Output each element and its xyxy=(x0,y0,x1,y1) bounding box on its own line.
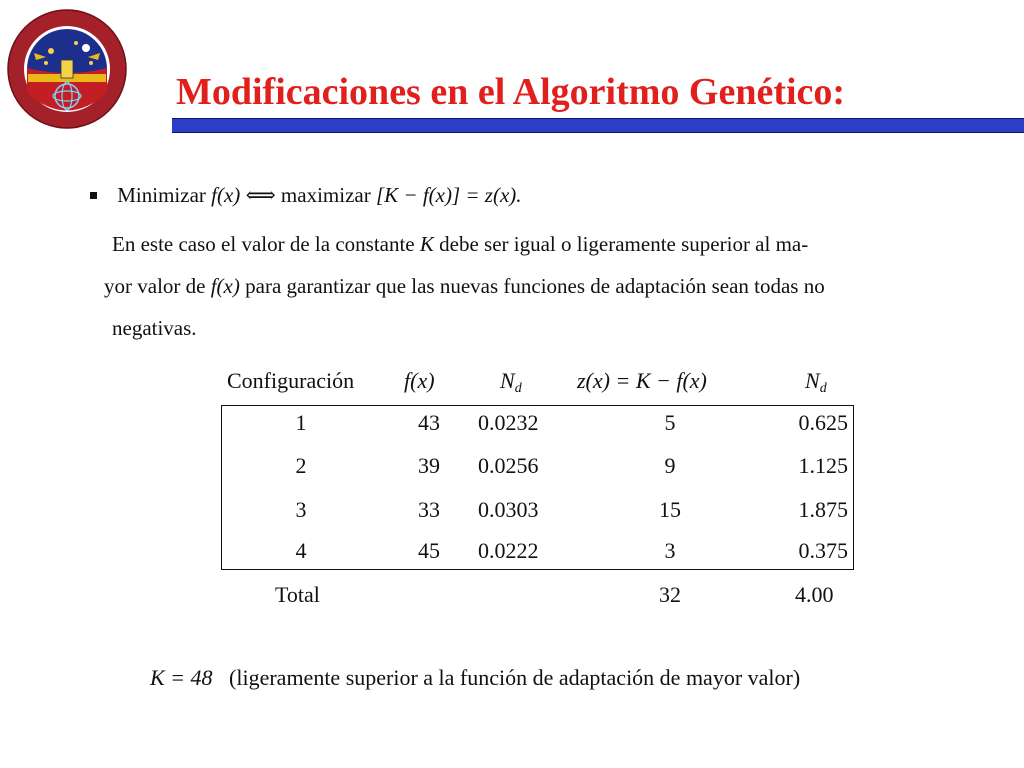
table-cell-zx: 15 xyxy=(659,497,681,522)
table-cell-config: 4 xyxy=(295,538,307,563)
maximize-expr: [K − f(x)] = z(x). xyxy=(375,183,522,207)
title-underline-bar xyxy=(172,118,1024,133)
header-nd: $N_d$ xyxy=(500,368,522,396)
table-cell-nd2: 1.875 xyxy=(798,497,848,522)
table-cell-zx: 3 xyxy=(664,538,676,563)
table-cell-nd: 0.0303 xyxy=(478,497,539,522)
iff-symbol: ⟺ xyxy=(245,183,276,207)
table-cell-nd: 0.0256 xyxy=(478,453,539,478)
footer-text: (ligeramente superior a la función de adaptación de mayor valor) xyxy=(229,665,801,690)
k-value-expr: K = 48 xyxy=(150,665,213,690)
constant-k: K xyxy=(419,232,434,256)
table-cell-fx: 45 xyxy=(418,538,440,563)
header-config: Configuración xyxy=(227,368,355,393)
para-text: yor valor de xyxy=(104,274,206,298)
total-zx: 32 xyxy=(659,582,681,607)
slide-title: Modificaciones en el Algoritmo Genético: xyxy=(176,71,846,113)
header-fx: f(x) xyxy=(404,368,435,393)
table-cell-config: 2 xyxy=(295,453,307,478)
para-text: debe ser igual o ligeramente superior al ma- xyxy=(439,232,809,256)
paragraph-line-1 xyxy=(112,232,808,257)
table-cell-nd2: 1.125 xyxy=(798,453,848,478)
para-text: para garantizar que las nuevas funciones de adaptación sean todas no xyxy=(245,274,825,298)
table-cell-fx: 39 xyxy=(418,453,440,478)
table-cell-zx: 9 xyxy=(664,453,676,478)
table-cell-fx: 33 xyxy=(418,497,440,522)
table-cell-config: 3 xyxy=(295,497,307,522)
bullet-square-icon xyxy=(90,192,97,199)
footer-note xyxy=(150,665,800,691)
header-nd-scaled: $N_d$ xyxy=(805,368,827,396)
total-label: Total xyxy=(275,582,320,607)
table-cell-nd2: 0.625 xyxy=(798,410,848,435)
table-cell-nd: 0.0222 xyxy=(478,538,539,563)
table-cell-zx: 5 xyxy=(664,410,676,435)
bullet-item xyxy=(90,183,522,208)
para-text: En este caso el valor de la constante xyxy=(112,232,415,256)
paragraph-line-2 xyxy=(104,274,825,299)
header-zx: z(x) = K − f(x) xyxy=(577,368,707,393)
table-cell-nd: 0.0232 xyxy=(478,410,539,435)
minimize-expr: f(x) xyxy=(211,183,241,207)
minimize-word: Minimizar xyxy=(117,183,206,207)
maximize-word: maximizar xyxy=(280,183,371,207)
fx-expr: f(x) xyxy=(210,274,240,298)
table-cell-nd2: 0.375 xyxy=(798,538,848,563)
paragraph-line-3: negativas. xyxy=(112,316,197,340)
university-seal-logo xyxy=(6,8,128,130)
table-cell-config: 1 xyxy=(295,410,307,435)
table-cell-fx: 43 xyxy=(418,410,440,435)
total-nd2: 4.00 xyxy=(795,582,834,607)
